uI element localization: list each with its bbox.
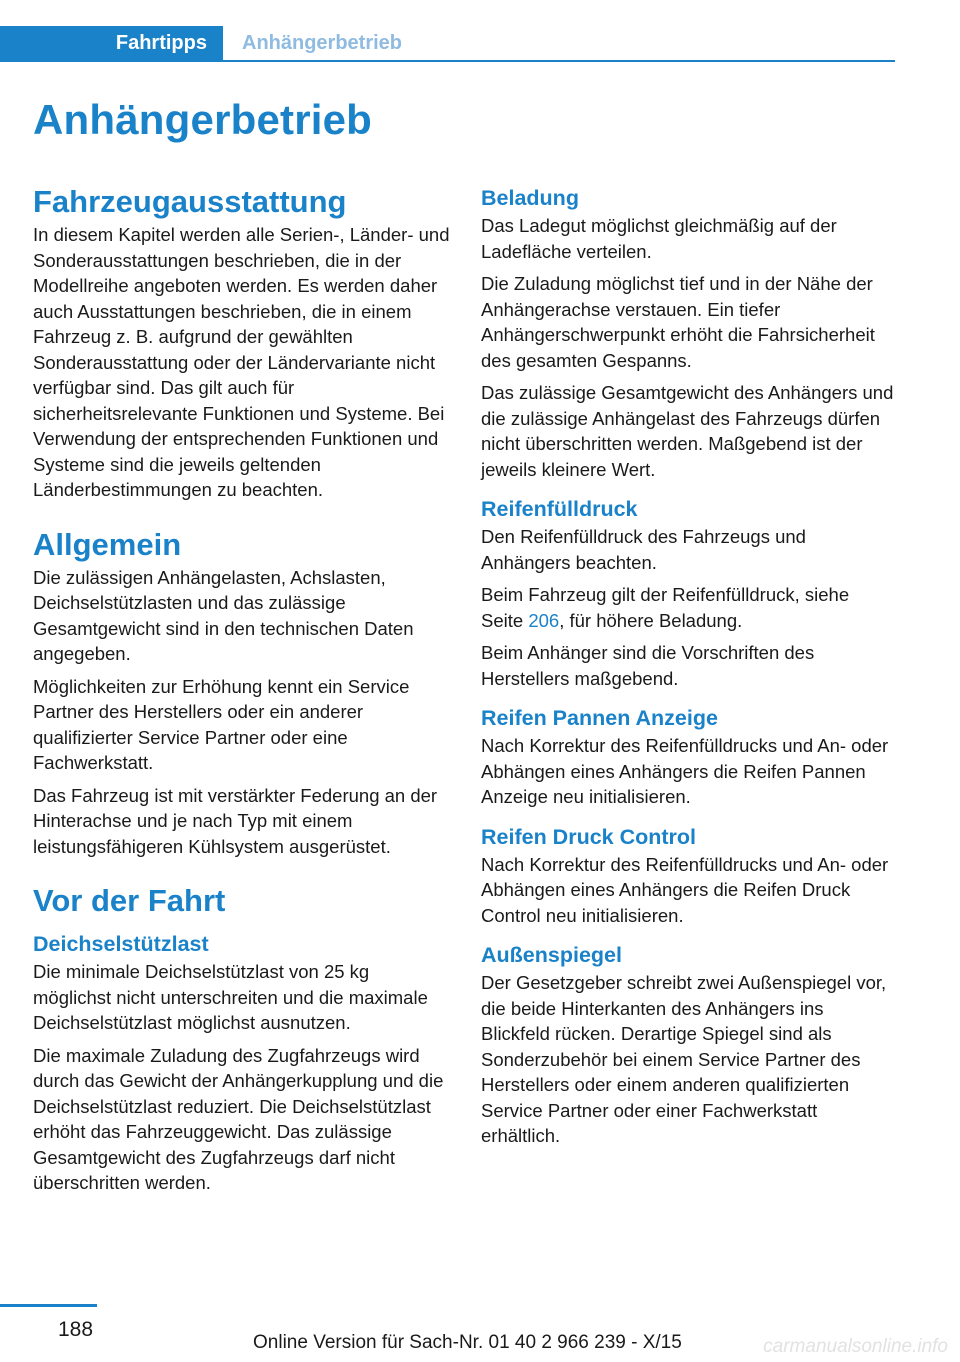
page-title: Anhängerbetrieb bbox=[33, 96, 373, 143]
heading-fahrzeugausstattung: Fahrzeugausstattung bbox=[33, 184, 347, 219]
left-column bbox=[33, 182, 451, 1203]
subheading-reifenfuelldruck: Reifenfülldruck bbox=[481, 497, 638, 521]
paragraph: Der Gesetzgeber schreibt zwei Außenspiegel vor, die beide Hinterkanten des Anhängers ins Blickfeld rücken. Derartige Spiegel sind als Sonderzubehör bei einem Service Partner des Herstellers oder einem anderen qualifizierten Service Partner oder einer Fachwerkstatt erhältlich. bbox=[481, 972, 887, 1146]
paragraph: In diesem Kapitel werden alle Serien-, Länder- und Sonderausstattungen beschrieben, die in der Modellreihe angeboten werden. Es werden daher auch Ausstattungen beschrieben, die in einem Fahrzeug z. B. aufgrund der gewählten Sonderausstattung oder der Ländervariante nicht verfügbar sind. Das gilt auch für sicherheitsrelevante Funktionen und Systeme. Bei Verwendung der entsprechenden Funktionen und Systeme sind die jeweils geltenden Länderbestimmungen zu beachten. bbox=[33, 224, 450, 500]
subheading-aussenspiegel: Außenspiegel bbox=[481, 943, 622, 967]
header-rule bbox=[0, 60, 895, 62]
paragraph: Die Zuladung möglichst tief und in der Nähe der Anhängerachse verstauen. Ein tiefer Anhängerschwerpunkt erhöht die Fahrsicherheit des gesamten Gespanns. bbox=[481, 273, 875, 371]
paragraph: Den Reifenfülldruck des Fahrzeugs und Anhängers beachten. bbox=[481, 526, 806, 573]
heading-allgemein: Allgemein bbox=[33, 526, 182, 562]
text: Beim Fahrzeug gilt der Reifenfülldruck, siehe Seite bbox=[481, 584, 850, 631]
paragraph: Die minimale Deichselstützlast von 25 kg möglichst nicht unterschreiten und die maximale Deichselstützlast möglichst ausnutzen. bbox=[33, 961, 428, 1033]
footer-rule bbox=[0, 1304, 97, 1307]
tab-anhaengerbetrieb[interactable]: Anhängerbetrieb bbox=[242, 32, 403, 54]
tab-fahrtipps[interactable]: Fahrtipps bbox=[0, 26, 223, 61]
subheading-reifen-pannen-anzeige: Reifen Pannen Anzeige bbox=[481, 706, 718, 730]
subheading-deichselstuetzlast: Deichselstützlast bbox=[33, 932, 209, 956]
page-link[interactable]: 206 bbox=[528, 609, 560, 631]
text: , für höhere Beladung. bbox=[559, 609, 743, 631]
right-column bbox=[481, 183, 896, 1156]
paragraph: Das Ladegut möglichst gleichmäßig auf der Ladefläche verteilen. bbox=[481, 215, 837, 262]
watermark: carmanualsonline.info bbox=[763, 1336, 948, 1357]
heading-vor-der-fahrt: Vor der Fahrt bbox=[33, 883, 226, 918]
header-tabbar bbox=[0, 26, 895, 62]
paragraph-with-link bbox=[481, 582, 896, 633]
paragraph: Die maximale Zuladung des Zugfahrzeugs wird durch das Gewicht der Anhängerkupplung und die Deichselstützlast reduziert. Die Deichselstützlast erhöht das Fahrzeuggewicht. Das zulässige Gesamtgewicht des Zugfahrzeugs darf nicht überschritten werden. bbox=[33, 1044, 444, 1193]
paragraph: Möglichkeiten zur Erhöhung kennt ein Service Partner des Herstellers oder ein anderer qualifizierter Service Partner oder eine Fachwerkstatt. bbox=[33, 675, 410, 773]
paragraph: Nach Korrektur des Reifenfülldrucks und An- oder Abhängen eines Anhängers die Reifen Pannen Anzeige neu initialisieren. bbox=[481, 735, 889, 807]
page-number: 188 bbox=[58, 1318, 94, 1341]
paragraph: Das Fahrzeug ist mit verstärkter Federung an der Hinterachse und je nach Typ mit einem leistungsfähigeren Kühlsystem ausgerüstet. bbox=[33, 784, 438, 857]
paragraph: Das zulässige Gesamtgewicht des Anhängers und die zulässige Anhängelast des Fahrzeugs dürfen nicht überschritten werden. Maßgebend ist der jeweils kleinere Wert. bbox=[481, 382, 894, 480]
subheading-beladung: Beladung bbox=[481, 186, 579, 210]
paragraph: Die zulässigen Anhängelasten, Achslasten, Deichselstützlasten und das zulässige Gesamtgewicht sind in den technischen Daten angegeben. bbox=[33, 566, 414, 664]
footer-version-text: Online Version für Sach-Nr. 01 40 2 966 239 - X/15 bbox=[253, 1332, 682, 1353]
paragraph: Beim Anhänger sind die Vorschriften des Herstellers maßgebend. bbox=[481, 642, 815, 689]
subheading-reifen-druck-control: Reifen Druck Control bbox=[481, 824, 697, 849]
paragraph: Nach Korrektur des Reifenfülldrucks und An- oder Abhängen eines Anhängers die Reifen Druck Control neu initialisieren. bbox=[481, 853, 889, 926]
